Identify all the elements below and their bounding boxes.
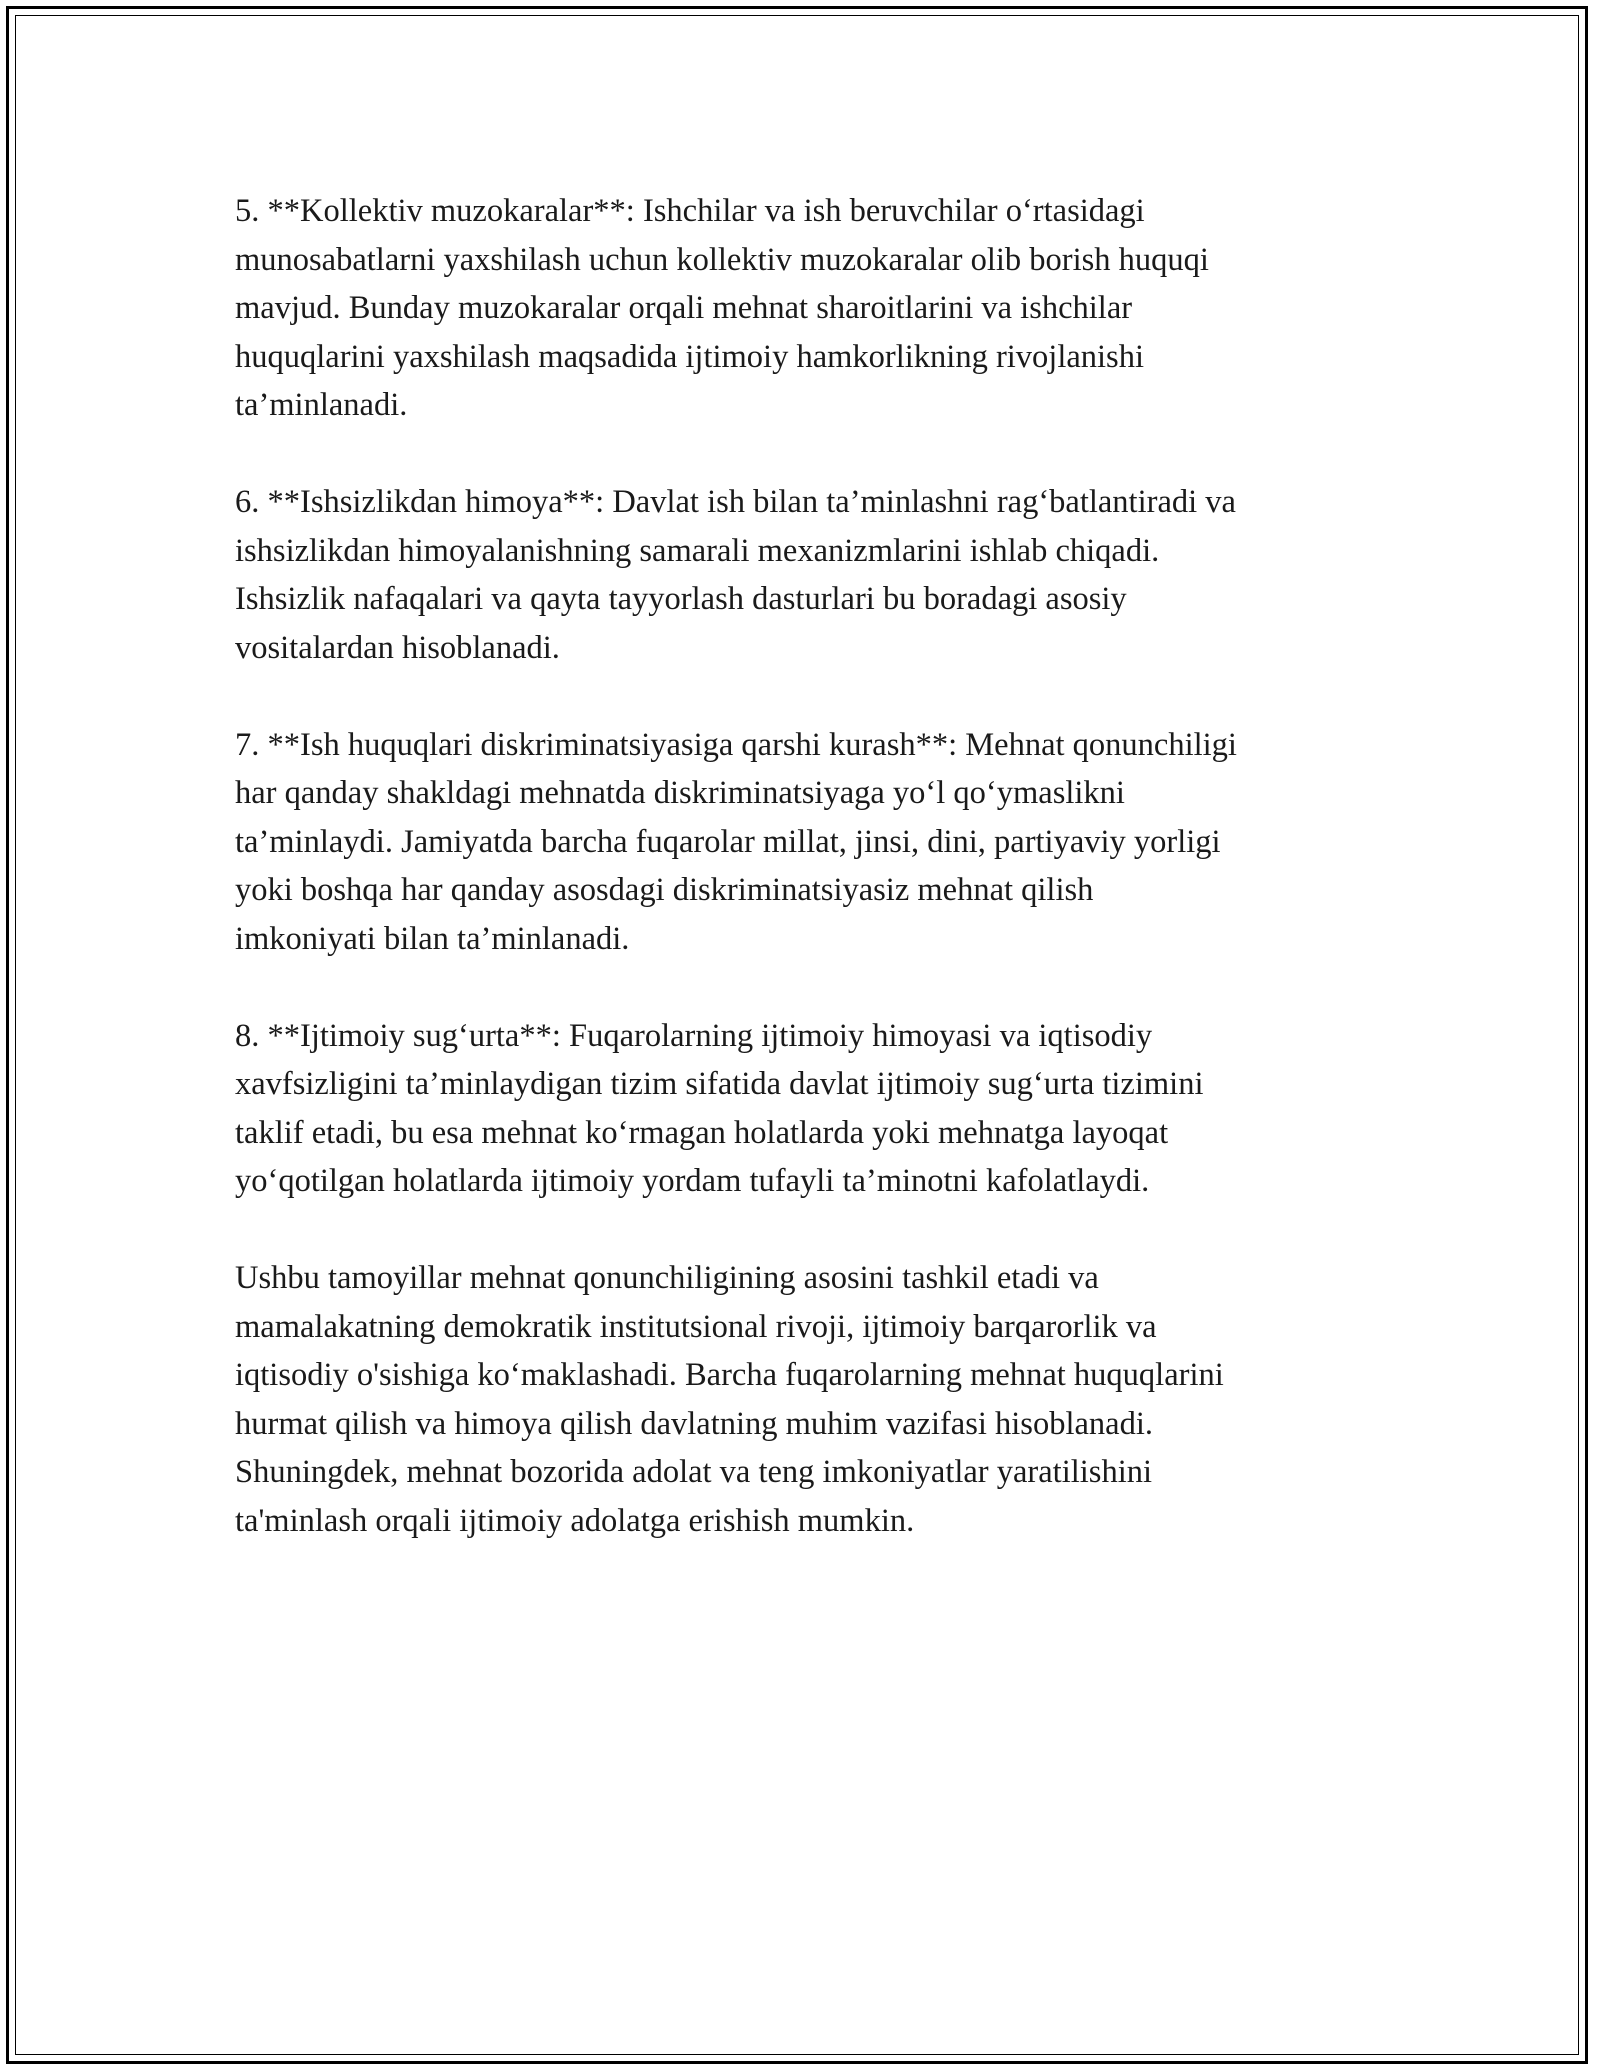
paragraph-unemployment-protection: 6. **Ishsizlikdan himoya**: Davlat ish bilan ta’minlashni rag‘batlantiradi va ishsizlikdan himoyalanishning samarali mexanizmlarini ishlab chiqadi. Ishsizlik nafaqalari va qayta tayyorlash dasturlari bu boradagi asosiy vositalardan hisoblanadi. (235, 484, 1236, 666)
document-body (235, 187, 1395, 1594)
paragraph-social-insurance: 8. **Ijtimoiy sug‘urta**: Fuqarolarning ijtimoiy himoyasi va iqtisodiy xavfsizligini ta’minlaydigan tizim sifatida davlat ijtimoiy sug‘urta tizimini taklif etadi, bu esa mehnat ko‘rmagan holatlarda yoki mehnatga layoqat yo‘qotilgan holatlarda ijtimoiy yordam tufayli ta’minotni kafolatlaydi. (235, 1017, 1204, 1199)
paragraph-anti-discrimination: 7. **Ish huquqlari diskriminatsiyasiga qarshi kurash**: Mehnat qonunchiligi har qanday shakldagi mehnatda diskriminatsiyaga yo‘l qo‘ymaslikni ta’minlaydi. Jamiyatda barcha fuqarolar millat, jinsi, dini, partiyaviy yorligi yoki boshqa har qanday asosdagi diskriminatsiyasiz mehnat qilish imkoniyati bilan ta’minlanadi. (235, 726, 1237, 957)
paragraph-conclusion: Ushbu tamoyillar mehnat qonunchiligining asosini tashkil etadi va mamalakatning demokratik institutsional rivoji, ijtimoiy barqarorlik va iqtisodiy o'sishiga ko‘maklashadi. Barcha fuqarolarning mehnat huquqlarini hurmat qilish va himoya qilish davlatning muhim vazifasi hisoblanadi. Shuningdek, mehnat bozorida adolat va teng imkoniyatlar yaratilishini ta'minlash orqali ijtimoiy adolatga erishish mumkin. (235, 1260, 1224, 1539)
paragraph-collective-bargaining: 5. **Kollektiv muzokaralar**: Ishchilar va ish beruvchilar o‘rtasidagi munosabatlarni yaxshilash uchun kollektiv muzokaralar olib borish huquqi mavjud. Bunday muzokaralar orqali mehnat sharoitlarini va ishchilar huquqlarini yaxshilash maqsadida ijtimoiy hamkorlikning rivojlanishi ta’minlanadi. (235, 193, 1209, 423)
